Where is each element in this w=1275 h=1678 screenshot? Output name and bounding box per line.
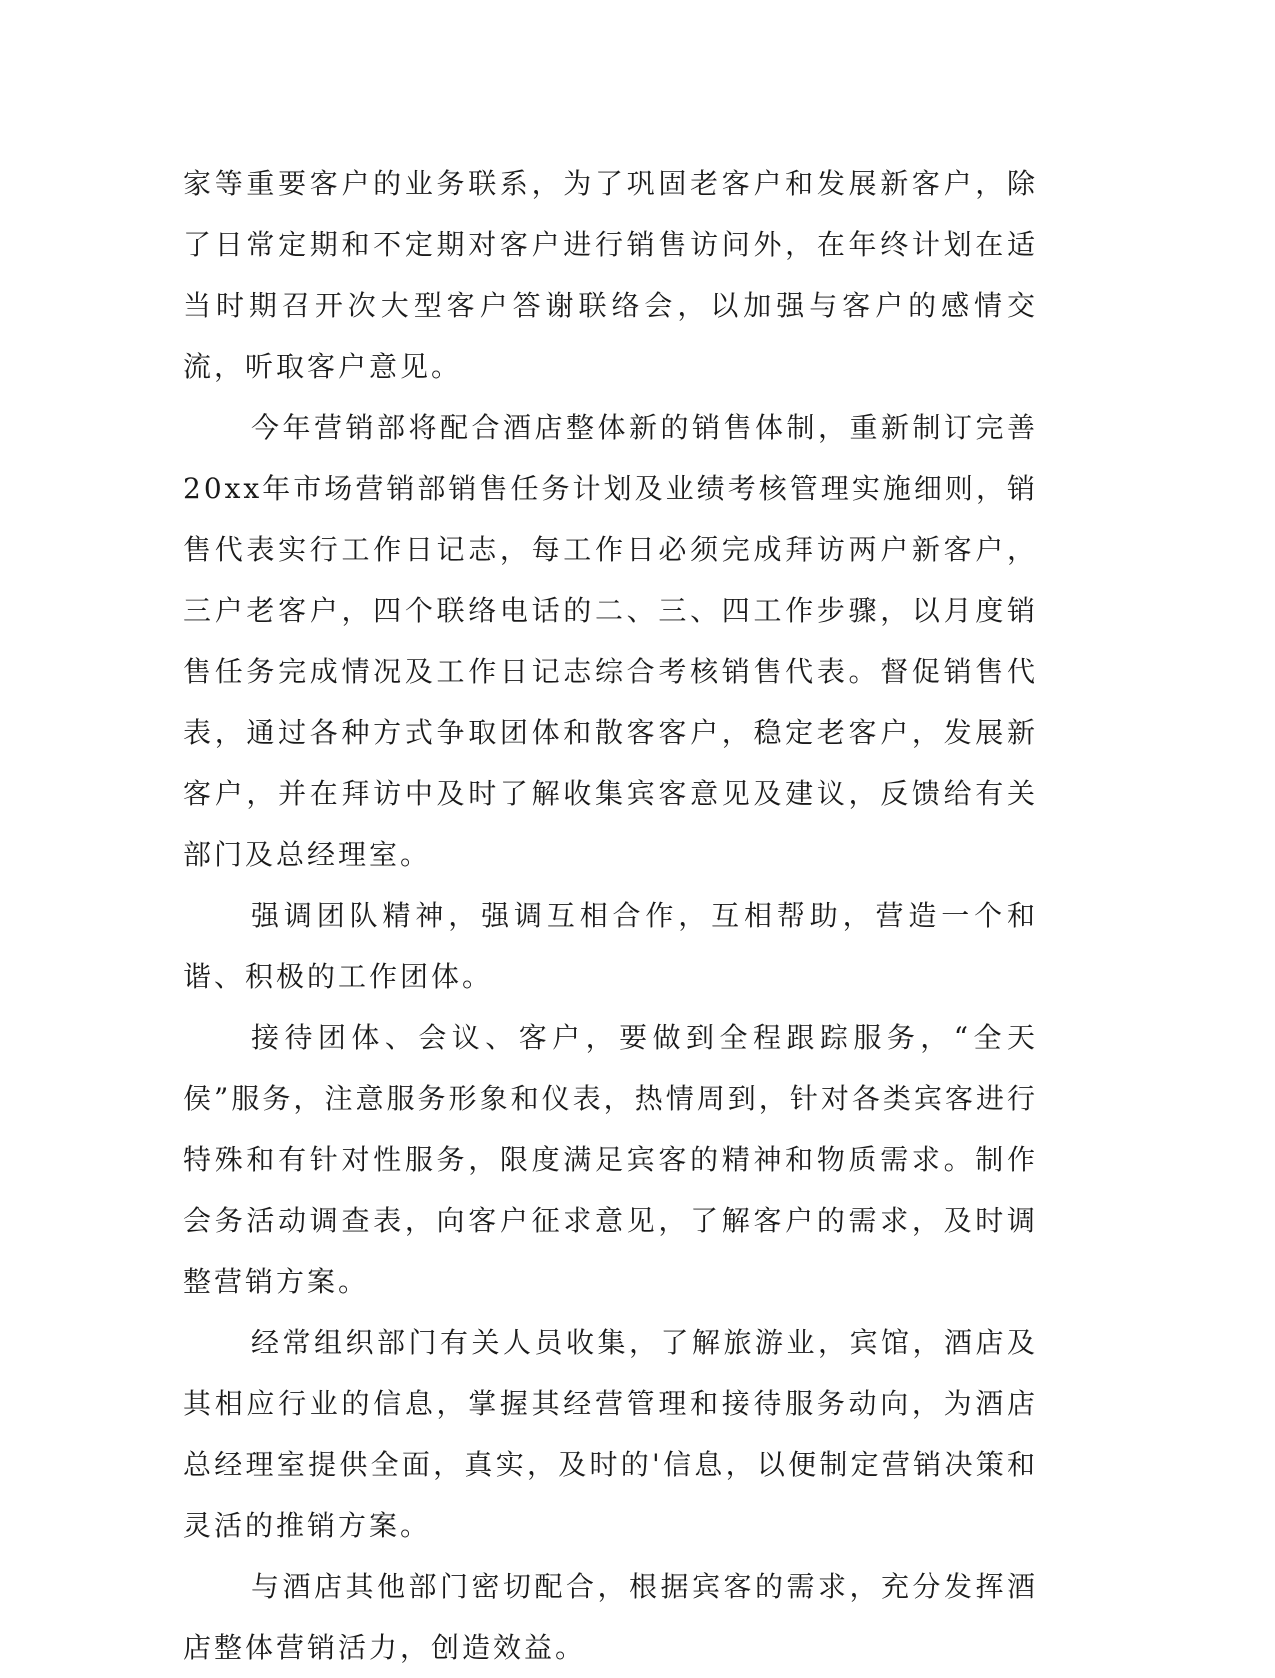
paragraph-2: 今年营销部将配合酒店整体新的销售体制，重新制订完善20xx年市场营销部销售任务计划及业绩考核管理实施细则，销售代表实行工作日记志，每工作日必须完成拜访两户新客户，三户老客户，四个联络电话的二、三、四工作步骤，以月度销售任务完成情况及工作日记志综合考核销售代表。督促销售代表，通过各种方式争取团体和散客客户，稳定老客户，发展新客户，并在拜访中及时了解收集宾客意见及建议，反馈给有关部门及总经理室。 [183,411,1038,871]
paragraph-1: 家等重要客户的业务联系，为了巩固老客户和发展新客户，除了日常定期和不定期对客户进行销售访问外，在年终计划在适当时期召开次大型客户答谢联络会，以加强与客户的感情交流，听取客户意见。 [183,167,1038,383]
document-body [183,153,1038,1678]
paragraph-5: 经常组织部门有关人员收集，了解旅游业，宾馆，酒店及其相应行业的信息，掌握其经营管理和接待服务动向，为酒店总经理室提供全面，真实，及时的'信息，以便制定营销决策和灵活的推销方案。 [183,1326,1038,1542]
paragraph-3: 强调团队精神，强调互相合作，互相帮助，营造一个和谐、积极的工作团体。 [183,899,1038,993]
paragraph-4: 接待团体、会议、客户，要做到全程跟踪服务，“全天侯”服务，注意服务形象和仪表，热情周到，针对各类宾客进行特殊和有针对性服务，限度满足宾客的精神和物质需求。制作会务活动调查表，向客户征求意见，了解客户的需求，及时调整营销方案。 [183,1021,1038,1298]
paragraph-6: 与酒店其他部门密切配合，根据宾客的需求，充分发挥酒店整体营销活力，创造效益。 [183,1570,1038,1664]
